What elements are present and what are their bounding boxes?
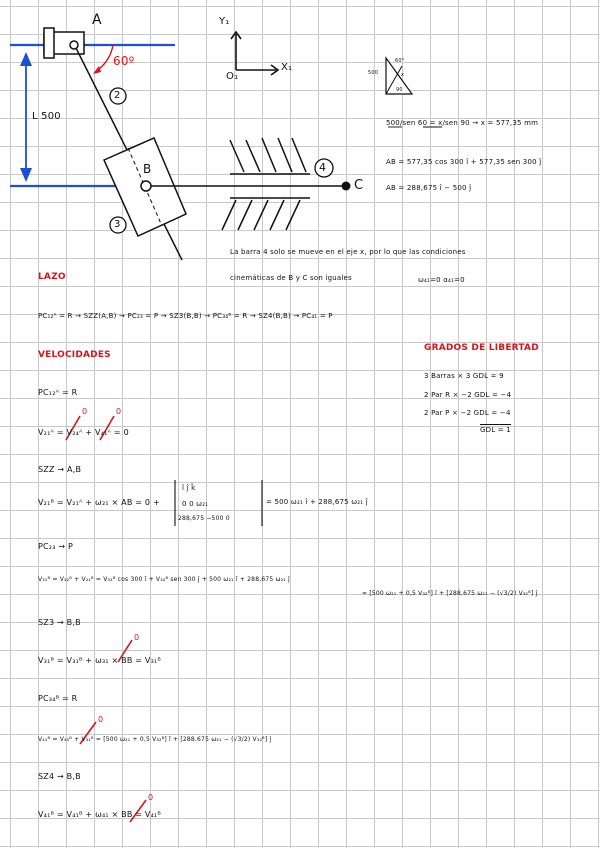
det-row-1: î ĵ k̂ — [182, 484, 196, 492]
length-label: L 500 — [32, 111, 61, 122]
bar-4-label: 4 — [319, 161, 327, 174]
vel-s22: SZZ → A,B — [38, 465, 82, 474]
slider-block-a-cap — [44, 28, 54, 58]
vel-pc34: PC₃₄ᴮ = R — [38, 694, 78, 703]
vel-eq6: V₄₁ᴮ = V₄₁ᴮ + ω₄₁ × BB = V₄₁ᴮ — [38, 810, 162, 819]
vel-s24: SZ4 → B,B — [38, 772, 81, 781]
triangle-side-left: 500 — [368, 70, 379, 76]
det-row-3: 288,675 −500 0 — [178, 515, 230, 522]
note-conditions: ω₄₁=0 α₄₁=0 — [418, 276, 465, 284]
calc-ab-result: AB = 288,675 î − 500 ĵ — [386, 184, 472, 192]
triangle-angle-top: 60° — [395, 58, 405, 64]
velocidades-title: VELOCIDADES — [38, 350, 111, 360]
calc-ratio: 500/sen 60 = x/sen 90 → x = 577,35 mm — [386, 119, 539, 127]
calc-ab-vector: AB = 577,35 cos 300 î + 577,35 sen 300 ĵ — [386, 158, 542, 166]
vel-eq4: V₃₁ᴮ = V₃₁ᴮ + ω₃₁ × BB = V₃₁ᴮ — [38, 656, 162, 665]
pin-a — [70, 41, 78, 49]
origin-label: O₁ — [226, 71, 239, 82]
dimension-arrow-down — [20, 168, 32, 182]
grados-title: GRADOS DE LIBERTAD — [424, 343, 539, 353]
vel-s23: SZ3 → B,B — [38, 618, 81, 627]
grados-row-3: 2 Par P × −2 GDL = −4 — [424, 409, 511, 417]
svg-text:0: 0 — [134, 633, 140, 642]
svg-text:0: 0 — [116, 407, 122, 416]
vel-eq2-result: = 500 ω₂₁ î + 288,675 ω₂₁ ĵ — [266, 498, 368, 506]
lazo-equation: PC₁₂ᴬ = R → SZZ(A,B) → PC₂₃ = P → SZ3(B,B) → PC₃₄ᴮ = R → SZ4(B,B) → PC₄₁ = P — [38, 312, 333, 320]
dimension-arrow-up — [20, 52, 32, 66]
axis-x-label: X₁ — [281, 62, 293, 73]
grados-total: GDL = 1 — [480, 426, 511, 434]
grados-row-2: 2 Par R × −2 GDL = −4 — [424, 391, 512, 399]
axis-y-label: Y₁ — [219, 16, 230, 27]
det-row-2: 0 0 ω₂₁ — [182, 500, 209, 508]
ground-hatch-bottom — [222, 200, 300, 230]
angle-label: 60º — [113, 54, 135, 68]
angle-arrow — [93, 66, 101, 74]
triangle-angle-bottom: 90 — [396, 87, 403, 93]
vel-eq1: V₂₁ᴬ = V₂₄ᴬ + V₄₁ᴬ = 0 — [38, 428, 129, 437]
lazo-title: LAZO — [38, 272, 66, 282]
bar-2-label: 2 — [114, 90, 121, 101]
grados-row-1: 3 Barras × 3 GDL = 9 — [424, 372, 504, 380]
pin-b — [141, 181, 151, 191]
svg-text:0: 0 — [98, 715, 104, 724]
label-b: B — [143, 162, 152, 176]
svg-text:0: 0 — [82, 407, 88, 416]
svg-text:0: 0 — [148, 793, 154, 802]
label-a: A — [92, 12, 102, 28]
triangle-side-x: x — [401, 72, 405, 78]
ground-hatch-top — [230, 138, 306, 172]
note-line-1: La barra 4 solo se mueve en el eje x, por lo que las condiciones — [230, 248, 466, 256]
vel-eq3-result: = [500 ω₂₁ + 0,5 V₃₂ᴮ] î + [288,675 ω₂₁ − (√3/2) V₃₂ᴮ] ĵ — [362, 590, 538, 597]
bar-3-label: 3 — [114, 219, 121, 230]
note-line-2: cinemáticas de B y C son iguales — [230, 274, 352, 282]
vel-eq3: V₃₁ᴮ = V₃₂ᴮ + V₂₁ᴮ = V₃₂ᴮ cos 300 î + V₃₂ᴮ sen 300 ĵ + 500 ω₂₁ î + 288,675 ω₂₁ ĵ — [38, 576, 290, 583]
label-c: C — [354, 178, 364, 193]
vel-eq5: V₄₁ᴮ = V₄₃ᴮ + V₃₁ᴮ = [500 ω₂₁ + 0,5 V₃₂ᴮ] î + [288,675 ω₂₁ − (√3/2) V₃₂ᴮ] ĵ — [38, 736, 272, 743]
point-c-dot — [342, 182, 351, 191]
vel-eq2: V₂₁ᴮ = V₂₁ᴬ + ω₂₁ × AB = 0 + — [38, 498, 160, 507]
vel-pc12: PC₁₂ᴬ = R — [38, 388, 78, 397]
vel-pc23: PC₂₃ → P — [38, 542, 74, 551]
